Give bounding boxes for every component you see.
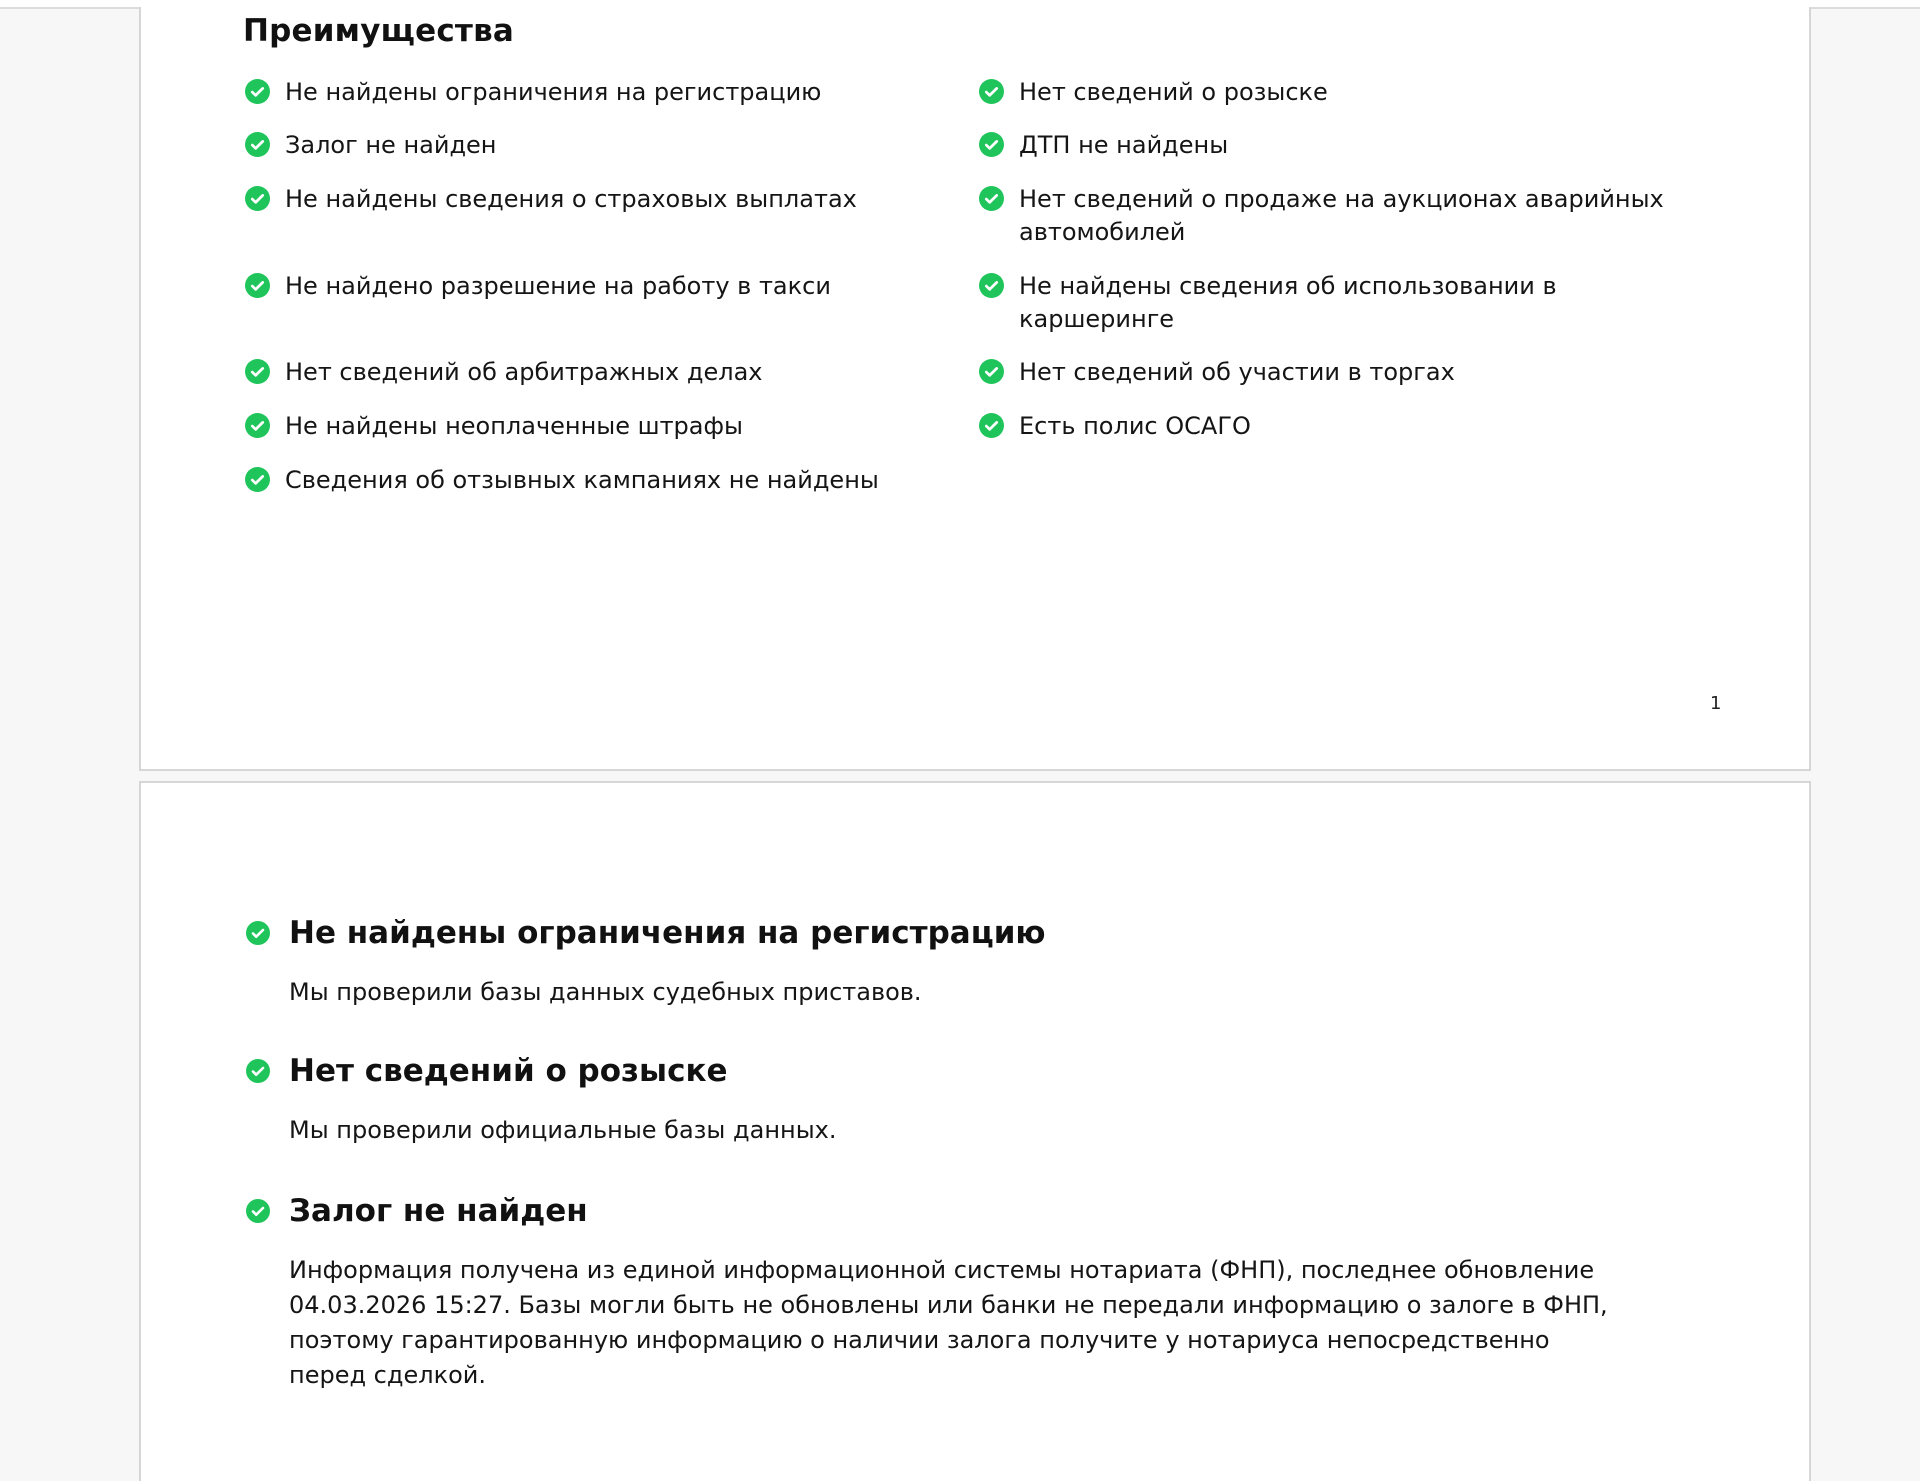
advantage-item	[979, 76, 1699, 109]
advantage-item	[245, 183, 885, 216]
section-description: Мы проверили официальные базы данных.	[289, 1116, 837, 1144]
advantage-text: Нет сведений о продаже на аукционах аварийных автомобилей	[1019, 185, 1664, 246]
advantage-text: Залог не найден	[285, 131, 497, 159]
advantage-text: ДТП не найдены	[1019, 131, 1229, 159]
advantages-title: Преимущества	[243, 13, 515, 49]
advantage-text: Сведения об отзывных кампаниях не найдены	[285, 466, 879, 494]
check-circle-icon	[246, 921, 270, 945]
advantage-text: Нет сведений об участии в торгах	[1019, 358, 1455, 386]
check-circle-icon	[979, 186, 1004, 211]
advantage-item	[245, 129, 885, 162]
check-circle-icon	[245, 273, 270, 298]
check-circle-icon	[245, 359, 270, 384]
detail-section	[245, 1049, 1665, 1148]
check-circle-icon	[245, 79, 270, 104]
check-circle-icon	[979, 79, 1004, 104]
advantage-item	[245, 356, 885, 389]
advantage-item	[245, 76, 885, 109]
document-page-2	[139, 781, 1811, 1481]
check-circle-icon	[245, 413, 270, 438]
advantage-item	[979, 356, 1699, 389]
check-circle-icon	[979, 413, 1004, 438]
section-description: Мы проверили базы данных судебных приставов.	[289, 978, 922, 1006]
advantage-item	[979, 270, 1559, 336]
check-circle-icon	[979, 132, 1004, 157]
advantage-item	[979, 410, 1699, 443]
advantage-text: Не найдены сведения об использовании в каршеринге	[1019, 272, 1557, 333]
page-number: 1	[1710, 693, 1722, 714]
check-circle-icon	[246, 1059, 270, 1083]
advantage-text: Не найдены сведения о страховых выплатах	[285, 185, 857, 213]
detail-section	[245, 1189, 1665, 1393]
section-title: Залог не найден	[289, 1193, 588, 1229]
check-circle-icon	[245, 467, 270, 492]
check-circle-icon	[246, 1199, 270, 1223]
advantage-text: Не найдены неоплаченные штрафы	[285, 412, 743, 440]
advantage-text: Нет сведений об арбитражных делах	[285, 358, 763, 386]
advantage-text: Нет сведений о розыске	[1019, 78, 1328, 106]
advantage-text: Есть полис ОСАГО	[1019, 412, 1251, 440]
advantage-item	[979, 183, 1679, 249]
advantage-text: Не найдено разрешение на работу в такси	[285, 272, 831, 300]
check-circle-icon	[245, 186, 270, 211]
document-page-1	[139, 7, 1811, 771]
check-circle-icon	[979, 273, 1004, 298]
advantage-item	[245, 270, 885, 303]
advantage-item	[245, 410, 885, 443]
detail-section	[245, 911, 1665, 1010]
advantage-item	[979, 129, 1699, 162]
advantage-text: Не найдены ограничения на регистрацию	[285, 78, 822, 106]
advantage-item	[245, 464, 885, 497]
section-description: Информация получена из единой информационной системы нотариата (ФНП), последнее обновление 04.03.2026 15:27. Базы могли быть не обновлены или банки не передали информацию о залоге в ФНП, поэтому гарантированную информацию о наличии залога получите у нотариуса непосредственно перед сделкой.	[289, 1256, 1608, 1389]
section-title: Не найдены ограничения на регистрацию	[289, 915, 1046, 951]
check-circle-icon	[979, 359, 1004, 384]
check-circle-icon	[245, 132, 270, 157]
section-title: Нет сведений о розыске	[289, 1053, 728, 1089]
